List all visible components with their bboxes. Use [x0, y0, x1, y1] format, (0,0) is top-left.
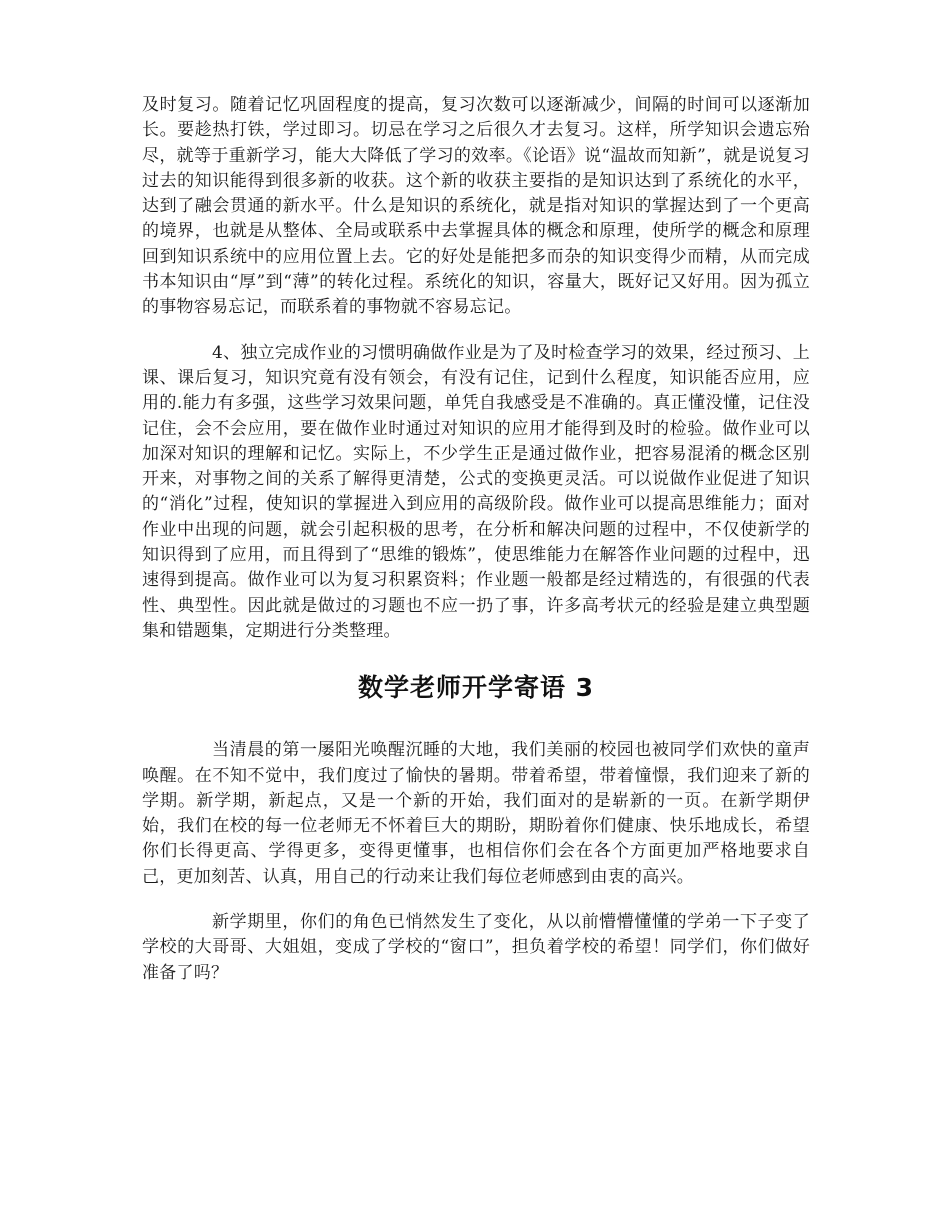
paragraph-new-role: 新学期里，你们的角色已悄然发生了变化，从以前懵懵懂懂的学弟一下子变了学校的大哥哥、大姐姐，变成了学校的“窗口”，担负着学校的希望！同学们，你们做好准备了吗？ [142, 912, 810, 983]
paragraph-new-semester-greeting: 当清晨的第一屡阳光唤醒沉睡的大地，我们美丽的校园也被同学们欢快的童声唤醒。在不知不觉中，我们度过了愉快的暑期。带着希望，带着憧憬，我们迎来了新的学期。新学期，新起点，又是一个新的开始，我们面对的是崭新的一页。在新学期伊始，我们在校的每一位老师无不怀着巨大的期盼，期盼着你们健康、快乐地成长，希望你们长得更高、学得更多，变得更懂事，也相信你们会在各个方面更加严格地要求自己，更加刻苦、认真，用自己的行动来让我们每位老师感到由衷的高兴。 [142, 740, 810, 887]
paragraph-review-continued: 及时复习。随着记忆巩固程度的提高，复习次数可以逐渐减少，间隔的时间可以逐渐加长。要趁热打铁，学过即习。切忌在学习之后很久才去复习。这样，所学知识会遗忘殆尽，就等于重新学习，能大大降低了学习的效率。《论语》说“温故而知新”，就是说复习过去的知识能得到很多新的收获。这个新的收获主要指的是知识达到了系统化的水平，达到了融会贯通的新水平。什么是知识的系统化，就是指对知识的掌握达到了一个更高的境界，也就是从整体、全局或联系中去掌握具体的概念和原理，使所学的概念和原理回到知识系统中的应用位置上去。它的好处是能把多而杂的知识变得少而精，从而完成书本知识由“厚”到“薄”的转化过程。系统化的知识，容量大，既好记又好用。因为孤立的事物容易忘记，而联系着的事物就不容易忘记。 [142, 95, 810, 318]
section-heading: 数学老师开学寄语 3 [357, 673, 595, 703]
paragraph-homework-habit: 4、独立完成作业的习惯明确做作业是为了及时检查学习的效果，经过预习、上课、课后复习，知识究竟有没有领会，有没有记住，记到什么程度，知识能否应用，应用的.能力有多强，这些学习效果问题，单凭自我感受是不准确的。真正懂没懂，记住没记住，会不会应用，要在做作业时通过对知识的应用才能得到及时的检验。做作业可以加深对知识的理解和记忆。实际上，不少学生正是通过做作业，把容易混淆的概念区别开来，对事物之间的关系了解得更清楚，公式的变换更灵活。可以说做作业促进了知识的“消化”过程，使知识的掌握进入到应用的高级阶段。做作业可以提高思维能力；面对作业中出现的问题，就会引起积极的思考，在分析和解决问题的过程中，不仅使新学的知识得到了应用，而且得到了“思维的锻炼”，使思维能力在解答作业问题的过程中，迅速得到提高。做作业可以为复习积累资料；作业题一般都是经过精选的，有很强的代表性、典型性。因此就是做过的习题也不应一扔了事，许多高考状元的经验是建立典型题集和错题集，定期进行分类整理。 [142, 342, 810, 641]
document-page [142, 93, 810, 986]
